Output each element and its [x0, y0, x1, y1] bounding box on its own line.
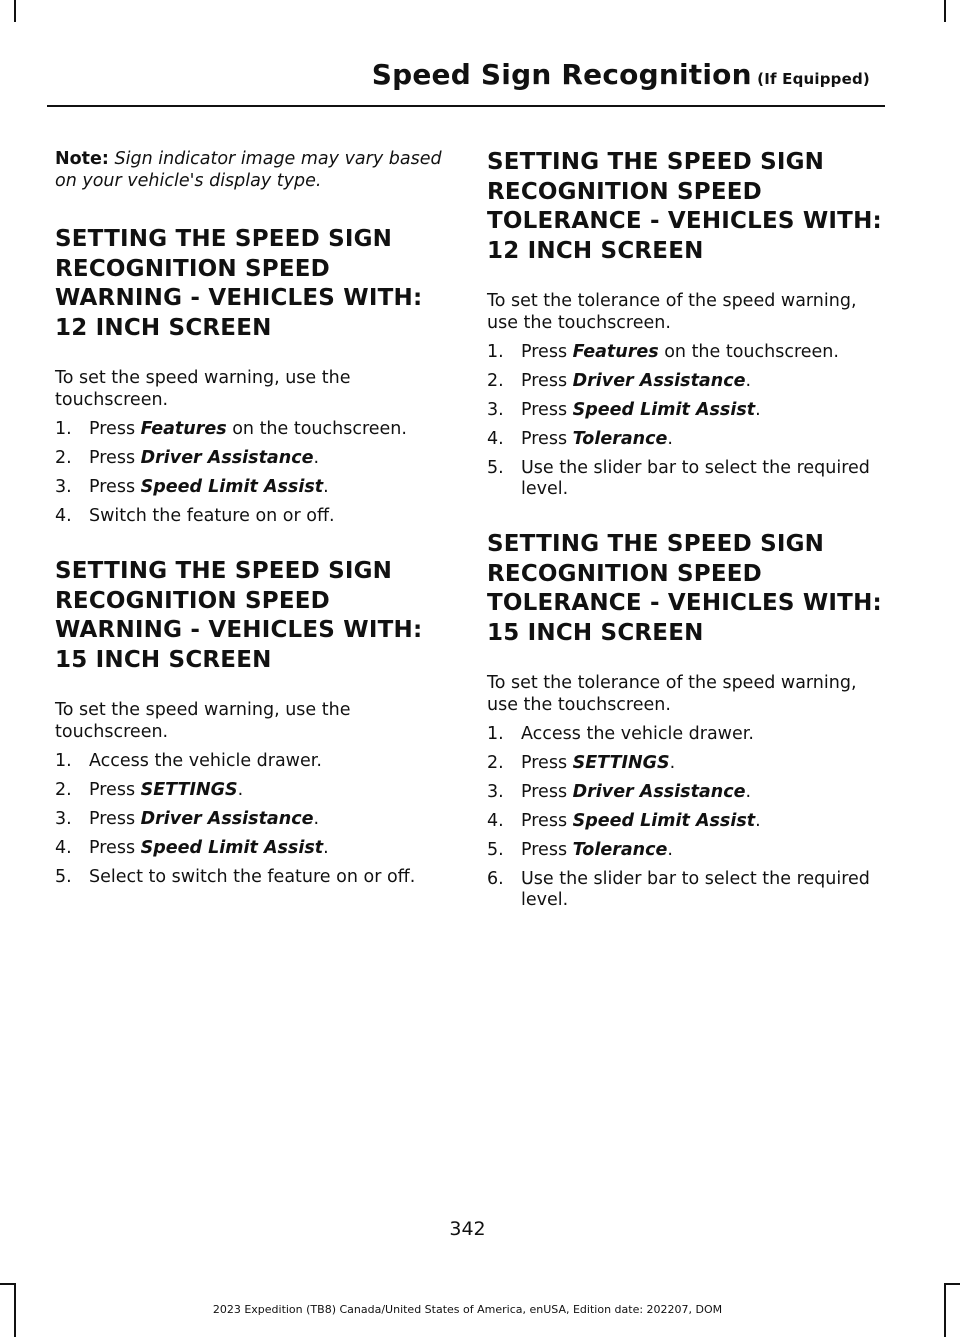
page-header-title: [372, 58, 870, 91]
section-heading-tolerance-15: SETTING THE SPEED SIGN RECOGNITION SPEED TOLERANCE - VEHICLES WITH: 15 INCH SCREEN: [487, 531, 882, 646]
list-item: 5. Press Tolerance.: [487, 840, 673, 860]
list-item: 2. Press Driver Assistance.: [55, 448, 320, 468]
list-item: 1. Press Features on the touchscreen.: [55, 419, 407, 439]
section-heading-tolerance-12: SETTING THE SPEED SIGN RECOGNITION SPEED TOLERANCE - VEHICLES WITH: 12 INCH SCREEN: [487, 149, 882, 264]
list-item: 1. Access the vehicle drawer.: [55, 751, 322, 771]
list-item: 2. Press Driver Assistance.: [487, 371, 752, 391]
page-number: 342: [449, 1218, 486, 1240]
crop-mark-top-left: [14, 0, 16, 22]
list-item: 1. Access the vehicle drawer.: [487, 724, 754, 744]
crop-mark-bottom-right-h: [944, 1283, 960, 1285]
list-item: 3. Press Speed Limit Assist.: [487, 400, 761, 420]
steps-list-warning-12: [55, 419, 450, 527]
crop-mark-bottom-right: [944, 1283, 946, 1337]
list-item: 2. Press SETTINGS.: [55, 780, 244, 800]
list-item: 3. Press Driver Assistance.: [55, 809, 320, 829]
note-text: Sign indicator image may vary based on your vehicle's display type.: [55, 149, 442, 191]
crop-mark-bottom-left-h: [0, 1283, 16, 1285]
section-intro: To set the speed warning, use the touchscreen.: [55, 700, 351, 742]
steps-list-tolerance-12: [487, 342, 882, 500]
list-item: 5. Use the slider bar to select the required level.: [487, 458, 870, 499]
section-intro: To set the tolerance of the speed warning, use the touchscreen.: [487, 673, 857, 715]
display-note: [55, 148, 450, 192]
steps-list-warning-15: [55, 751, 450, 888]
header-title-suffix: (If Equipped): [751, 70, 870, 88]
section-heading-warning-12: SETTING THE SPEED SIGN RECOGNITION SPEED WARNING - VEHICLES WITH: 12 INCH SCREEN: [55, 226, 423, 341]
page-footer: 2023 Expedition (TB8) Canada/United States of America, enUSA, Edition date: 202207, DOM: [212, 1303, 723, 1316]
header-divider: [47, 105, 885, 107]
right-column: [487, 148, 882, 941]
list-item: 4. Switch the feature on or off.: [55, 506, 335, 526]
list-item: 6. Use the slider bar to select the required level.: [487, 869, 870, 910]
list-item: 4. Press Speed Limit Assist.: [487, 811, 761, 831]
steps-list-tolerance-15: [487, 724, 882, 911]
list-item: 4. Press Tolerance.: [487, 429, 673, 449]
crop-mark-top-right: [944, 0, 946, 22]
section-heading-warning-15: SETTING THE SPEED SIGN RECOGNITION SPEED WARNING - VEHICLES WITH: 15 INCH SCREEN: [55, 558, 423, 673]
section-intro: To set the tolerance of the speed warning, use the touchscreen.: [487, 291, 857, 333]
note-label: Note:: [55, 149, 109, 169]
list-item: 1. Press Features on the touchscreen.: [487, 342, 839, 362]
left-column: [55, 148, 450, 918]
section-intro: To set the speed warning, use the touchscreen.: [55, 368, 351, 410]
list-item: 3. Press Speed Limit Assist.: [55, 477, 329, 497]
list-item: 5. Select to switch the feature on or off.: [55, 867, 416, 887]
header-title-main: Speed Sign Recognition: [371, 58, 752, 91]
list-item: 2. Press SETTINGS.: [487, 753, 676, 773]
list-item: 3. Press Driver Assistance.: [487, 782, 752, 802]
list-item: 4. Press Speed Limit Assist.: [55, 838, 329, 858]
